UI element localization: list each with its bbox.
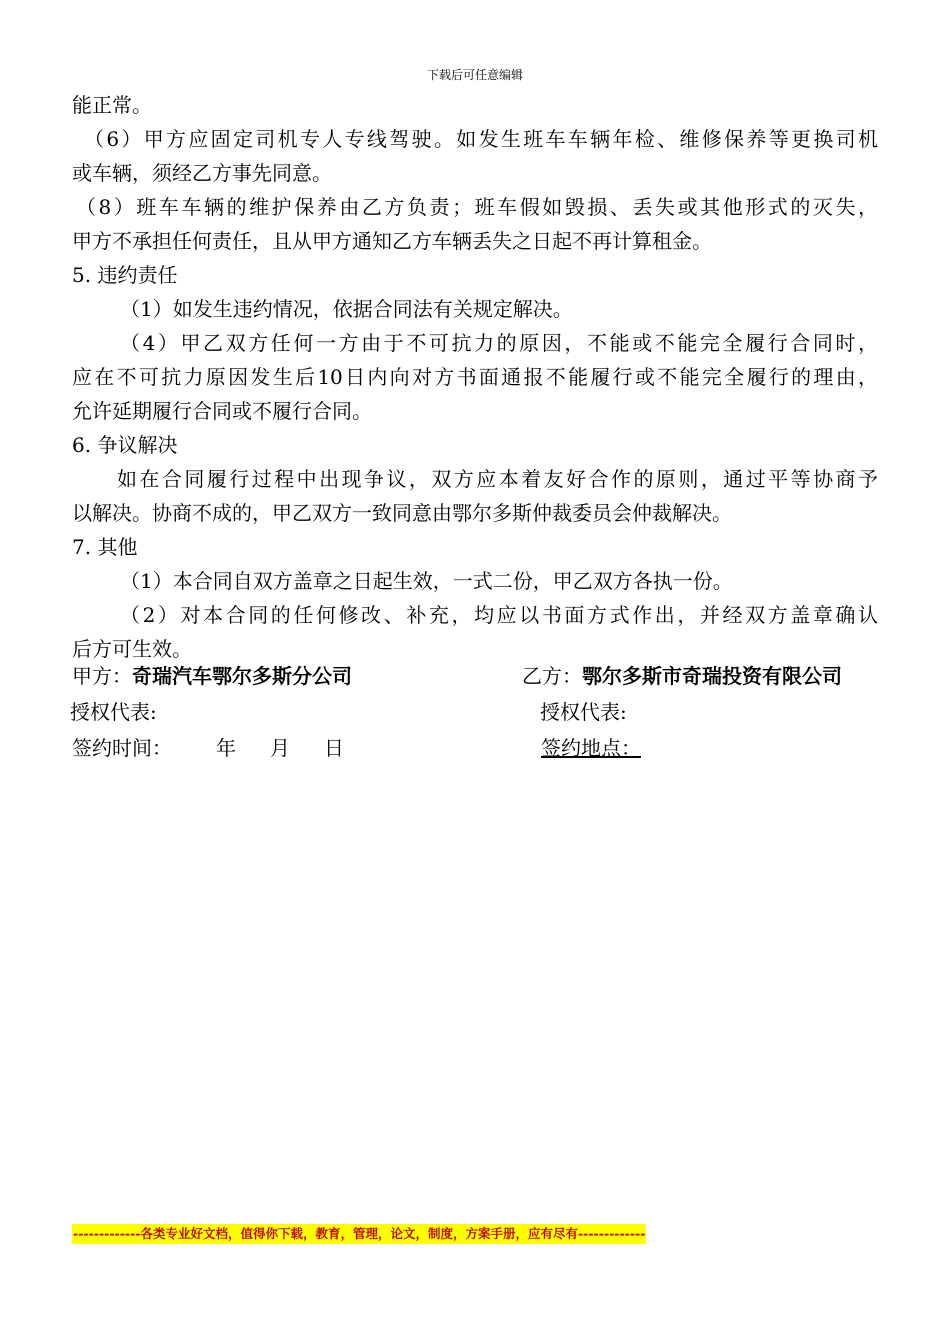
sign-place-label: 签约地点：	[541, 736, 641, 760]
month-label: 月	[270, 736, 290, 760]
signature-parties-row	[72, 660, 878, 696]
paragraph-line: 后方可生效。	[72, 637, 192, 661]
sign-time-label: 签约时间：	[72, 736, 172, 760]
paragraph-line: 甲方不承担任何责任，且从甲方通知乙方车辆丢失之日起不再计算租金。	[72, 229, 712, 253]
footer-banner: -------------各类专业好文档，值得你下载，教育，管理，论文，制度，方案手册，应有尽有-------------	[72, 1224, 646, 1244]
paragraph-line: 应在不可抗力原因发生后10日内向对方书面通报不能履行或不能完全履行的理由，	[72, 365, 878, 389]
rep-a: 授权代表:	[70, 700, 157, 724]
party-a-name: 奇瑞汽车鄂尔多斯分公司	[132, 664, 352, 688]
clause-8: （8）班车车辆的维护保养由乙方负责；班车假如毁损、丢失或其他形式的灭失，	[76, 195, 878, 219]
sign-place	[541, 732, 663, 761]
clause-1: （1）本合同自双方盖章之日起生效，一式二份，甲乙双方各执一份。	[120, 569, 733, 593]
rep-b: 授权代表:	[540, 700, 627, 724]
clause-6: （6）甲方应固定司机专人专线驾驶。如发生班车车辆年检、维修保养等更换司机	[84, 127, 878, 151]
paragraph-line: 或车辆，须经乙方事先同意。	[72, 161, 332, 185]
clause-2: （2）对本合同的任何修改、补充，均应以书面方式作出，并经双方盖章确认	[120, 603, 878, 627]
day-label: 日	[324, 736, 344, 760]
clause-4: （4）甲乙双方任何一方由于不可抗力的原因，不能或不能完全履行合同时，	[120, 331, 878, 355]
clause-1: （1）如发生违约情况，依据合同法有关规定解决。	[120, 297, 573, 321]
sign-date	[72, 732, 344, 761]
page-header: 下载后可任意编辑	[426, 68, 523, 82]
paragraph-line: 如在合同履行过程中出现争议，双方应本着友好合作的原则，通过平等协商予	[117, 467, 878, 491]
signature-date-row	[72, 732, 878, 768]
signature-rep-row	[72, 696, 878, 732]
paragraph-line: 能正常。	[72, 93, 152, 117]
party-b-label: 乙方：	[522, 664, 582, 688]
paragraph-line: 以解决。协商不成的，甲乙双方一致同意由鄂尔多斯仲裁委员会仲裁解决。	[72, 501, 732, 525]
paragraph-line: 允许延期履行合同或不履行合同。	[72, 399, 372, 423]
party-a	[72, 660, 352, 689]
year-label: 年	[216, 736, 236, 760]
section-heading-dispute: 6. 争议解决	[72, 433, 178, 457]
contract-body	[72, 88, 878, 666]
party-a-label: 甲方：	[72, 664, 132, 688]
section-heading-other: 7. 其他	[72, 535, 138, 559]
party-b-name: 鄂尔多斯市奇瑞投资有限公司	[582, 664, 842, 688]
section-heading-breach: 5. 违约责任	[72, 263, 178, 287]
party-b	[522, 660, 842, 689]
